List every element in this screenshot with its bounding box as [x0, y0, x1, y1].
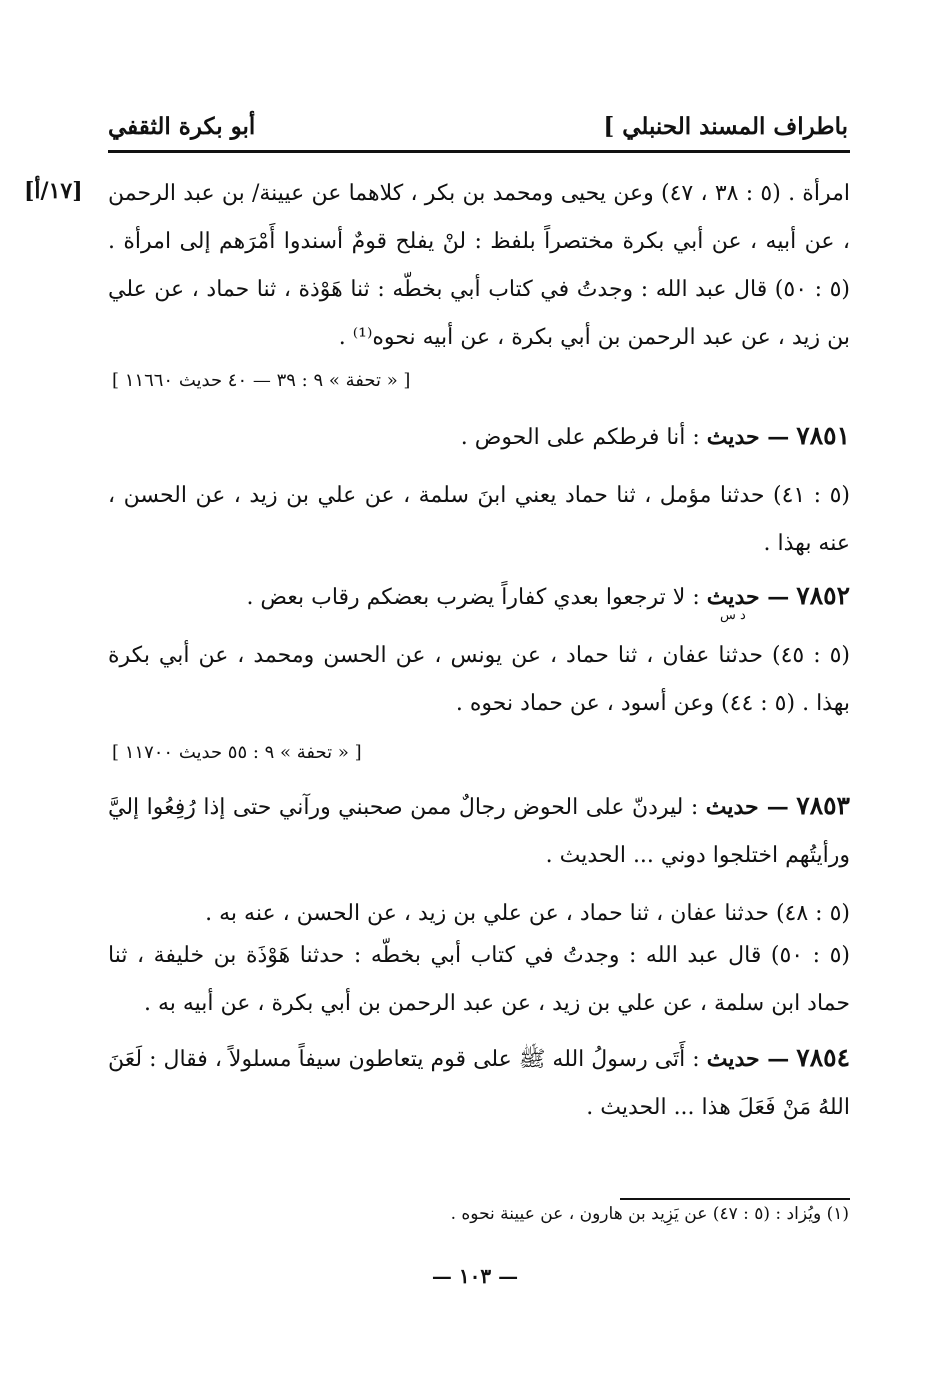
page-number: — ١٠٣ — [431, 1264, 519, 1288]
paragraph-intro: امرأة . (٥ : ٣٨ ، ٤٧) وعن يحيى ومحمد بن بكر ، كلاهما عن عيينة/ بن عبد الرحمن ، عن أبيه ، عن أبي بكرة مختصراً بلفظ : لنْ يفلح قومٌ أسندوا أَمْرَهم إلى امرأة . (٥ : ٥٠) قال عبد الله : وجدتُ في كتاب أبي بخطّه : ثنا هَوْذة ، ثنا حماد ، عن علي بن زيد ، عن عبد الرحمن بن أبي بكرة ، عن أبيه نحوه⁽¹⁾ . [108, 181, 851, 350]
header-book-title: باطراف المسند الحنبلي ] [603, 112, 848, 140]
hadith-text: : أنا فرطكم على الحوض . [460, 425, 700, 450]
hadith-label: — حديث [706, 424, 790, 450]
running-header [108, 106, 848, 146]
hadith-7852-isnad: (٥ : ٤٥) حدثنا عفان ، ثنا حماد ، عن يونس ، عن الحسن ومحمد ، عن أبي بكرة بهذا . (٥ : ٤٤) وعن أسود ، عن حماد نحوه . [108, 643, 850, 716]
hadith-text: : أَتَى رسولُ الله ﷺ على قوم يتعاطون سيفاً مسلولاً ، فقال : لَعَنَ اللهُ مَنْ فَعَلَ هذا ... الحديث . [108, 1047, 850, 1120]
hadith-text: : لا ترجعوا بعدي كفاراً يضرب بعضكم رقاب بعض . [246, 585, 700, 610]
hadith-number: ٧٨٥٢ [796, 581, 850, 610]
hadith-number: ٧٨٥٤ [796, 1043, 850, 1072]
manuscript-folio-marker: [١٧/أ] [24, 178, 83, 204]
hadith-text: : ليردنّ على الحوض رجالٌ ممن صحبني ورآني حتى إذا رُفِعُوا إليَّ ورأيتُهم اختلجوا دوني ... الحديث . [108, 795, 850, 868]
hadith-7854-heading [108, 1034, 850, 1132]
tuhfa-reference-2: [ « تحفة » ٩ : ٥٥ حديث ١١٧٠٠ ] [112, 742, 362, 763]
footnote-rule [620, 1198, 850, 1200]
hadith-label: — حديث [705, 794, 789, 820]
header-rule [108, 150, 850, 153]
tuhfa-reference-1: [ « تحفة » ٩ : ٣٩ — ٤٠ حديث ١١٦٦٠ ] [112, 370, 411, 391]
hadith-number: ٧٨٥٣ [796, 791, 850, 820]
hadith-7851-isnad: (٥ : ٤١) حدثنا مؤمل ، ثنا حماد يعني ابنَ سلمة ، عن علي بن زيد ، عن الحسن ، عنه بهذا . [108, 483, 850, 556]
hadith-7853-heading [108, 782, 850, 880]
footnote: (١) ويُزاد : (٥ : ٤٧) عن يَزِيد بن هارون ، عن عيينة نحوه . [450, 1204, 849, 1224]
hadith-7853-isnad-1: (٥ : ٤٨) حدثنا عفان ، ثنا حماد ، عن علي بن زيد ، عن الحسن ، عنه به . [205, 901, 850, 926]
header-chapter-title: أبو بكرة الثقفي [108, 112, 256, 140]
hadith-7852-sigla: د س [720, 608, 746, 623]
hadith-7853-isnad-2: (٥ : ٥٠) قال عبد الله : وجدتُ في كتاب أبي بخطّه : حدثنا هَوْذَة بن خليفة ، ثنا حماد ابن سلمة ، عن علي بن زيد ، عن عبد الرحمن بن أبي بكرة ، عن أبيه به . [108, 943, 850, 1016]
hadith-label: — حديث [706, 584, 790, 610]
hadith-number: ٧٨٥١ [796, 421, 850, 450]
hadith-7851-heading [108, 412, 850, 462]
hadith-label: — حديث [706, 1046, 790, 1072]
